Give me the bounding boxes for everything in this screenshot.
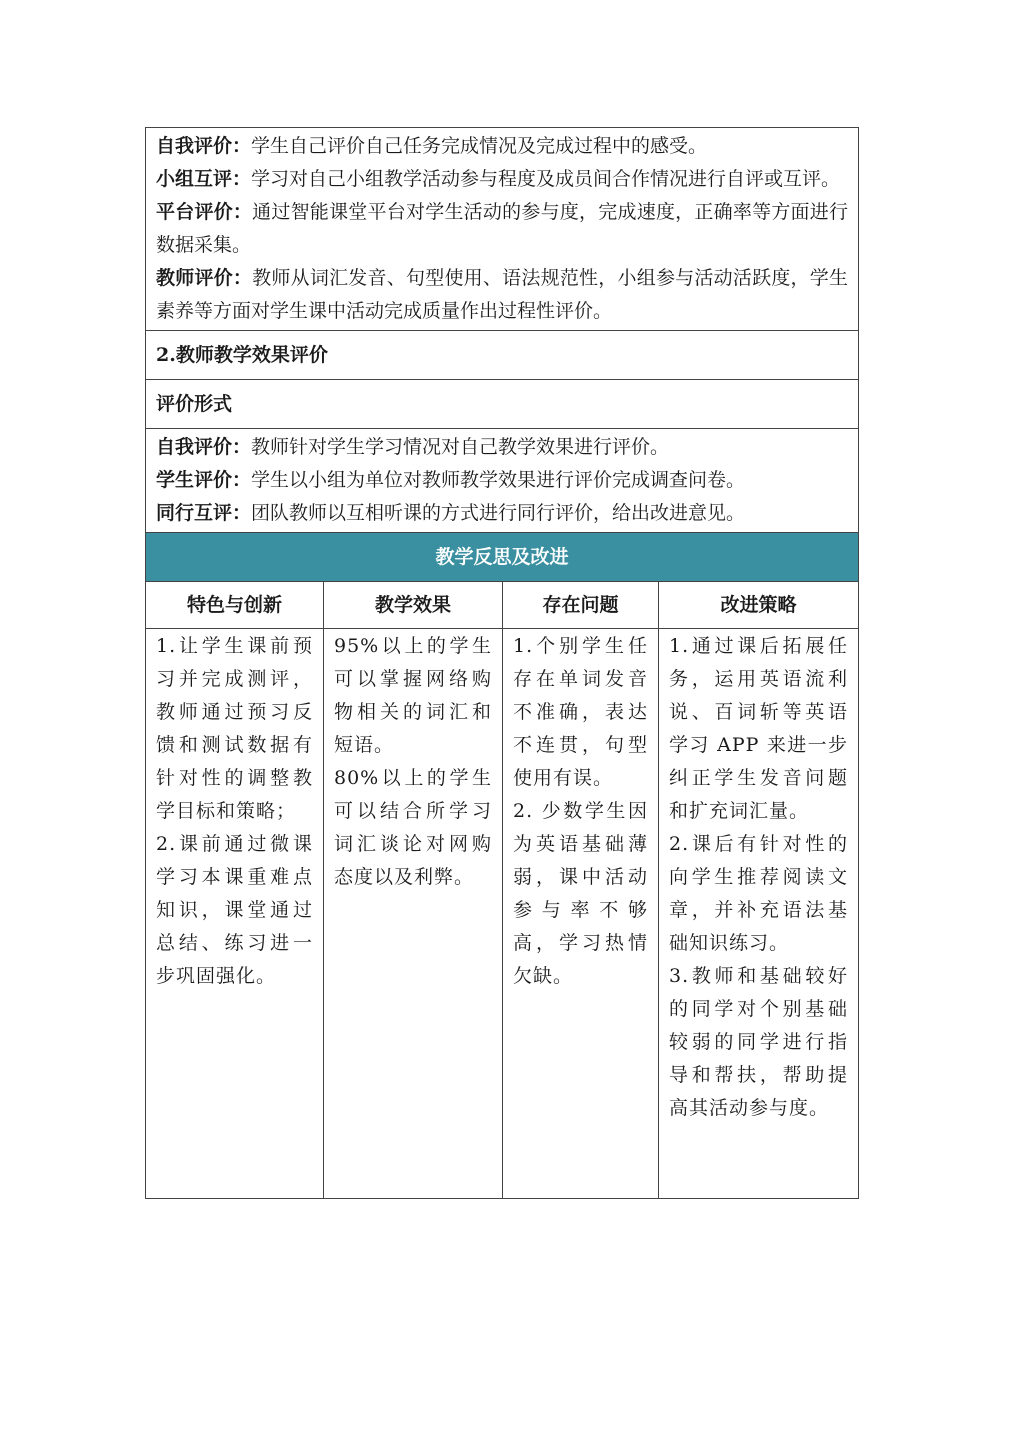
student-evaluation-block xyxy=(146,128,859,331)
eval-platform: 平台评价：通过智能课堂平台对学生活动的参与度，完成速度，正确率等方面进行数据采集。 xyxy=(156,201,849,256)
problem-item: 1.个别学生任存在单词发音不准确，表达不连贯，句型使用有误。 xyxy=(513,635,648,789)
effect-item: 80%以上的学生可以结合所学习词汇谈论对网购态度以及利弊。 xyxy=(334,767,492,888)
effect-item: 95%以上的学生可以掌握网络购物相关的词汇和短语。 xyxy=(334,635,492,756)
form-title: 评价形式 xyxy=(146,380,859,429)
eval-teacher: 教师评价：教师从词汇发音、句型使用、语法规范性，小组参与活动活跃度，学生素养等方面对学生课中活动完成质量作出过程性评价。 xyxy=(156,267,849,322)
section-2-title: 2.教师教学效果评价 xyxy=(146,331,859,380)
column-header-innovation: 特色与创新 xyxy=(146,582,324,629)
cell-innovation xyxy=(146,629,324,1199)
cell-problems xyxy=(503,629,659,1199)
teacher-evaluation-block xyxy=(146,429,859,533)
teacher-eval-student: 学生评价：学生以小组为单位对教师教学效果进行评价完成调查问卷。 xyxy=(156,469,746,491)
strategy-item: 1.通过课后拓展任务，运用英语流利说、百词斩等英语学习 APP 来进一步纠正学生发音问题和扩充词汇量。 xyxy=(669,635,849,822)
innovation-item: 2.课前通过微课学习本课重难点知识，课堂通过总结、练习进一步巩固强化。 xyxy=(156,833,313,987)
eval-self: 自我评价：学生自己评价自己任务完成情况及完成过程中的感受。 xyxy=(156,135,708,157)
problem-item: 2. 少数学生因为英语基础薄弱，课中活动参与率不够高，学习热情欠缺。 xyxy=(513,800,648,987)
cell-effect xyxy=(324,629,503,1199)
column-header-effect: 教学效果 xyxy=(324,582,503,629)
innovation-item: 1.让学生课前预习并完成测评，教师通过预习反馈和测试数据有针对性的调整教学目标和策略； xyxy=(156,635,313,822)
cell-strategy xyxy=(659,629,859,1199)
teacher-eval-self: 自我评价：教师针对学生学习情况对自己教学效果进行评价。 xyxy=(156,436,670,458)
teacher-eval-peer: 同行互评：团队教师以互相听课的方式进行同行评价，给出改进意见。 xyxy=(156,502,746,524)
evaluation-table xyxy=(145,127,859,1199)
column-header-problems: 存在问题 xyxy=(503,582,659,629)
strategy-item: 2.课后有针对性的向学生推荐阅读文章，并补充语法基础知识练习。 xyxy=(669,833,849,954)
column-header-strategy: 改进策略 xyxy=(659,582,859,629)
eval-group: 小组互评：学习对自己小组教学活动参与程度及成员间合作情况进行自评或互评。 xyxy=(156,168,841,190)
strategy-item: 3.教师和基础较好的同学对个别基础较弱的同学进行指导和帮扶，帮助提高其活动参与度。 xyxy=(669,965,849,1119)
reflection-banner: 教学反思及改进 xyxy=(146,533,859,582)
